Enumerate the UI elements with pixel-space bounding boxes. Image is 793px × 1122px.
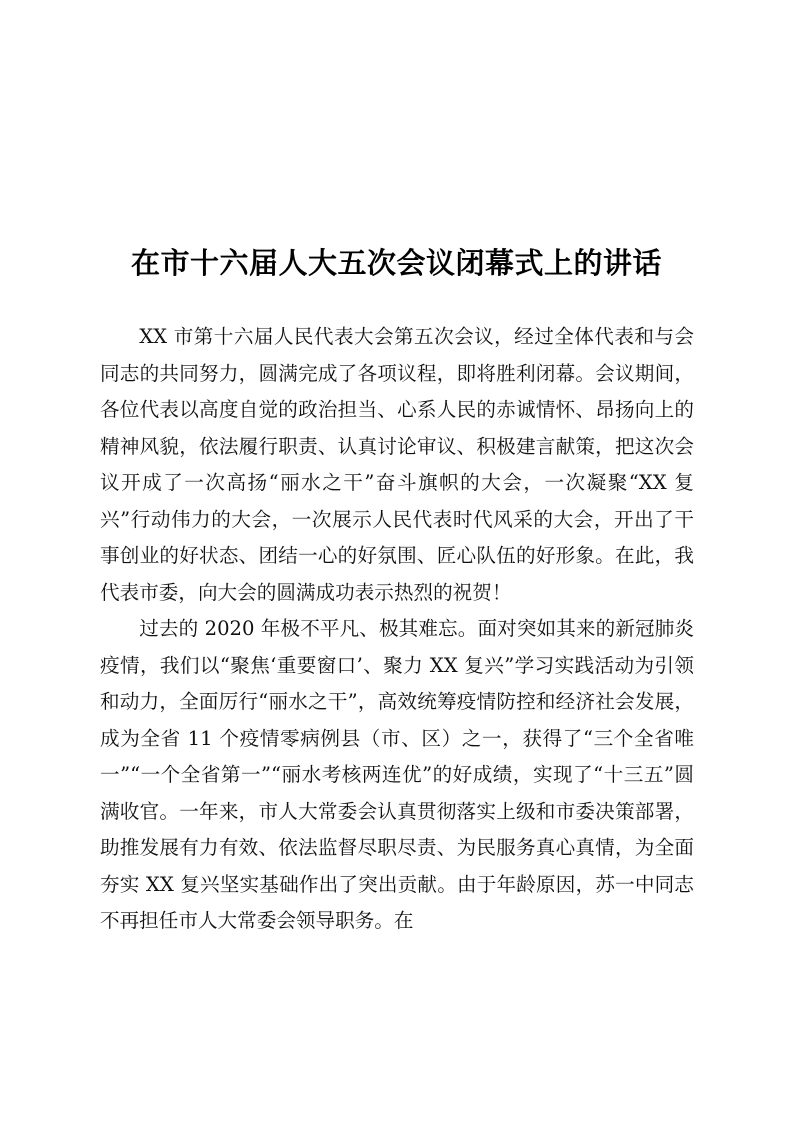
paragraph-1: XX 市第十六届人民代表大会第五次会议，经过全体代表和与会同志的共同努力，圆满完成了各项议程，即将胜利闭幕。会议期间，各位代表以高度自觉的政治担当、心系人民的赤诚情怀、昂扬向上的精神风貌，依法履行职责、认真讨论审议、积极建言献策，把这次会议开成了一次高扬“丽水之干”奋斗旗帜的大会，一次凝聚“XX 复兴”行动伟力的大会，一次展示人民代表时代风采的大会，开出了干事创业的好状态、团结一心的好氛围、匠心队伍的好形象。在此，我代表市委，向大会的圆满成功表示热烈的祝贺！ bbox=[100, 325, 694, 604]
paragraph-2: 过去的 2020 年极不平凡、极其难忘。面对突如其来的新冠肺炎疫情，我们以“聚焦‘重要窗口’、聚力 XX 复兴”学习实践活动为引领和动力，全面厉行“丽水之干”，高效统筹疫情防控和经济社会发展，成为全省 11 个疫情零病例县（市、区）之一，获得了“三个全省唯一”“一个全省第一”“丽水考核两连优”的好成绩，实现了“十三五”圆满收官。一年来，市人大常委会认真贯彻落实上级和市委决策部署，助推发展有力有效、依法监督尽职尽责、为民服务真心真情，为全面夯实 XX 复兴坚实基础作出了突出贡献。由于年龄原因，苏一中同志不再担任市人大常委会领导职务。在 bbox=[100, 617, 694, 932]
document-title: 在市十六届人大五次会议闭幕式上的讲话 bbox=[130, 246, 662, 280]
document-body bbox=[100, 319, 694, 940]
